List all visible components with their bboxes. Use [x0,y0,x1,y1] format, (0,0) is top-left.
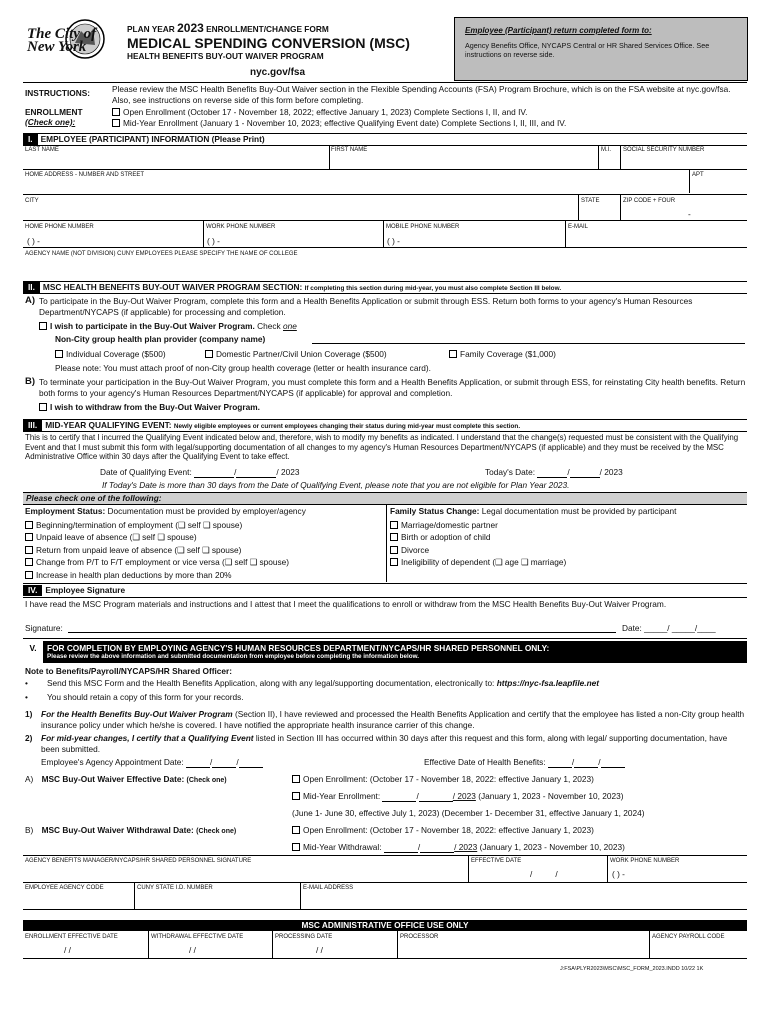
enrollment-effective-field[interactable]: / / [64,945,71,955]
checkbox[interactable] [390,558,398,566]
divider [620,194,621,220]
checkbox[interactable] [25,546,33,554]
year-label: / 2023 [276,467,300,477]
plan-year-line: PLAN YEAR 2023 ENROLLMENT/CHANGE FORM [127,21,329,35]
checkbox[interactable] [112,119,120,127]
divider [468,855,469,882]
certify-text: This is to certify that I incurred the Qualifying Event indicated below and, therefore, wish to modify my benefits as indicated. I understand that the change(s) requested must be consistent with the Qualifying Event and that I must submit this form with legal/supporting documentation of all changes to my agency's Human Resources Department/NYCAPS (if applicable) and they must be received by the MSC Administrative Office within 30 days after the Qualifying Event to take effect. [25,433,739,462]
mobile-phone-field[interactable]: ( ) - [387,236,400,246]
processing-date-field[interactable]: / / [316,945,323,955]
option-a-waiver-effective [25,774,227,787]
bullet-2: • You should retain a copy of this form for your records. [25,692,244,702]
fam-label: Ineligibility of dependent (❑ age ❑ marriage) [401,557,567,568]
divider [397,931,398,958]
divider [23,220,747,221]
item-2-text [41,733,746,754]
agency-name-label: AGENCY NAME (NOT DIVISION) CUNY EMPLOYEES PLEASE SPECIFY THE NAME OF COLLEGE [25,251,298,257]
date-qualifying-event[interactable]: Date of Qualifying Event: / / 2023 [100,467,300,477]
withdraw-label: I wish to withdraw from the Buy-Out Waiver Program. [50,402,260,412]
checkbox[interactable] [25,558,33,566]
upload-link[interactable]: https://nyc-fsa.leapfile.net [496,678,600,688]
fam-label: Marriage/domestic partner [401,520,498,530]
year-label: / 2023 [599,467,623,477]
return-box-text: Agency Benefits Office, NYCAPS Central or HR Shared Services Office. See instructions on reverse side. [465,41,710,59]
option-b-text: To terminate your participation in the Buy-Out Waiver Program, you must complete this form and a Health Benefits Application, or submit through ESS, for reinstating City health benefits. Return both forms to your agency's Human Resources Department/NYCAPS (if applicable) for approval and completion. [39,377,746,398]
home-phone-field[interactable]: ( ) - [27,236,40,246]
item-2-italic: For mid-year changes, I certify that a Qualifying Event [41,733,254,743]
option-midyear-label: Mid-Year Enrollment (January 1 - November 10, 2023; effective Qualifying Event date) Complete Sections I, II, III, and IV. [123,118,567,128]
signature-field[interactable] [68,632,616,633]
section-number: V. [23,641,43,663]
item-1-num: 1) [25,709,33,719]
one-word: one [283,321,297,331]
state-label: STATE [581,198,600,204]
item-2-num: 2) [25,733,33,743]
item-2-body: listed in Section III has occurred within 30 days after this request and this form, along with legal/ supporting documentation, have been submitted. [41,733,728,754]
today-label: Today's Date: [485,467,536,477]
checkbox[interactable] [292,792,300,800]
divider [649,931,650,958]
divider [383,220,384,247]
withdrawal-effective-field[interactable]: / / [189,945,196,955]
admin-header: MSC ADMINISTRATIVE OFFICE USE ONLY [23,920,747,931]
checkbox[interactable] [39,403,47,411]
option-a-text: To participate in the Buy-Out Waiver Program, complete this form and a Health Benefits Application or submit through ESS. Return both forms to your agency's Human Resources Department/NYCAPS (if applicable) for processing and completion. [39,296,693,317]
section-4-header [23,585,747,596]
return-box-title: Employee (Participant) return completed form to: [465,26,652,35]
family-coverage-option[interactable] [449,349,556,360]
section-1-header [23,133,747,145]
fam-label: Birth or adoption of child [401,532,491,543]
city-logo-text: The City of New York [27,26,97,55]
checkbox[interactable] [292,775,300,783]
section-title: FOR COMPLETION BY EMPLOYING AGENCY'S HUMAN RESOURCES DEPARTMENT/NYCAPS/HR SHARED PERSONNEL ONLY: [47,643,550,653]
proof-note: Please note: You must attach proof of non-City group health coverage (letter or health insurance card). [55,363,431,373]
fam-label: Divorce [401,544,430,555]
todays-date[interactable]: Today's Date: / / 2023 [485,467,623,477]
divider [23,638,747,639]
emp-status-note: Documentation must be provided by employer/agency [107,506,306,516]
effective-date-health-benefits[interactable]: Effective Date of Health Benefits: / / [424,757,625,768]
b-check: (Check one) [196,828,237,835]
divider [689,169,690,193]
b-midyear-label: Mid-Year Withdrawal: [303,842,382,852]
a-midyear-option[interactable]: Mid-Year Enrollment: / / 2023 (January 1, 2023 - November 10, 2023) [292,791,623,802]
bullet-2-text: You should retain a copy of this form for your records. [47,692,244,702]
first-name-label: FIRST NAME [331,147,368,153]
checkbox[interactable] [390,546,398,554]
last-name-label: LAST NAME [25,147,59,153]
divider [578,194,579,220]
item-1-body: (Section II), I have reviewed and processed the Health Benefits Application and certify that the employee has listed a non-City group health insurance policy under which he/she is covered. I have notified the appropriate health insurance carrier of this change. [41,709,745,730]
effective-date-label: EFFECTIVE DATE [471,858,522,864]
year-label: / 2023 [452,791,476,801]
divider [23,247,747,248]
family-status-heading [390,506,676,517]
option-a-label: A) [25,295,36,306]
a-check: (Check one) [186,777,227,784]
divider [23,583,747,584]
emp-label: Beginning/termination of employment (❑ self ❑ spouse) [36,520,243,530]
emp-label: Return from unpaid leave of absence (❑ self ❑ spouse) [36,544,242,555]
divider [134,882,135,909]
item-1-text [41,709,746,730]
website[interactable]: nyc.gov/fsa [250,67,306,78]
divider [23,504,747,505]
section-note: If completing this section during mid-year, you must also complete Section III below. [304,285,562,292]
check-one-label: (Check one): [25,117,76,127]
option-open-label: Open Enrollment (October 17 - November 18, 2022; effective January 1, 2023) Complete Sections I, II, and IV. [123,107,528,117]
return-form-box [454,17,748,81]
date-qe-label: Date of Qualifying Event: [100,467,192,477]
section-title: MSC HEALTH BENEFITS BUY-OUT WAIVER PROGRAM SECTION: [42,282,303,292]
section-note: Newly eligible employees or current employees changing their status during mid-year must complete this section. [173,423,521,430]
emp-option[interactable] [25,569,289,581]
divider [23,882,747,883]
checkbox[interactable] [39,322,47,330]
divider [23,431,747,432]
b-label: B) [25,825,34,835]
checkbox[interactable] [25,571,33,579]
file-code: J:FSA\PLYR2023\MSC\MSC_FORM_2023.INDD 10/22 1K [560,966,704,972]
checkbox[interactable] [205,350,213,358]
employee-agency-code-label: EMPLOYEE AGENCY CODE [25,885,104,891]
check-word: Check [257,321,281,331]
a-open-enrollment-option[interactable] [292,774,594,785]
zip-dash: - [688,209,691,219]
option-b-label: B) [25,376,36,387]
appointment-date[interactable]: Employee's Agency Appointment Date: / / [41,757,263,768]
instructions-label: INSTRUCTIONS: [25,88,90,98]
year-label: / 2023 [454,842,478,852]
emp-label: Change from P/T to F/T employment or vice versa (❑ self ❑ spouse) [36,557,289,568]
b-title: MSC Buy-Out Waiver Withdrawal Date: [41,825,194,835]
work-phone-field[interactable]: ( ) - [207,236,220,246]
fam-option[interactable] [390,544,566,556]
checkbox[interactable] [390,533,398,541]
divider [607,855,608,882]
fam-option[interactable] [390,556,566,568]
family-status-list [390,519,566,569]
ssn-label: SOCIAL SECURITY NUMBER [623,147,705,153]
checkbox[interactable] [449,350,457,358]
section-title: EMPLOYEE (PARTICIPANT) INFORMATION (Please Print) [40,134,265,144]
divider [23,82,747,83]
withdraw-option[interactable] [39,402,260,413]
a-open-label: Open Enrollment: (October 17 - November 18, 2022: effective January 1, 2023) [303,774,594,784]
section-subtitle: Please review the above information and submitted documentation from employee before completing the information below. [47,653,420,660]
divider [23,293,747,294]
instructions-text: Please review the MSC Health Benefits Buy-Out Waiver section in the Flexible Spending Accounts (FSA) Program Brochure, which is on the FSA website at nyc.gov/fsa. Also, see instructions on reverse side of this form before completing. [112,84,731,105]
family-label: Family Coverage ($1,000) [460,349,556,359]
checkbox[interactable] [55,350,63,358]
home-phone-label: HOME PHONE NUMBER [25,224,94,230]
bullet-1-text: Send this MSC Form and the Health Benefits Application, along with any legal/supporting documentation, electronically to: [47,678,495,688]
work-phone-label: WORK PHONE NUMBER [610,858,680,864]
city-label: CITY [25,198,39,204]
b-midyear-option[interactable]: Mid-Year Withdrawal: / / 2023 (January 1, 2023 - November 10, 2023) [292,842,625,853]
individual-label: Individual Coverage ($500) [66,349,166,359]
item-1-italic: For the Health Benefits Buy-Out Waiver Program [41,709,233,719]
check-one-bar: Please check one of the following: [23,493,747,504]
divider [386,504,387,582]
mobile-phone-label: MOBILE PHONE NUMBER [386,224,460,230]
divider [272,931,273,958]
enrollment-label: ENROLLMENT [25,107,83,117]
section-number: I. [23,134,38,145]
checkbox[interactable] [292,826,300,834]
divider [620,145,621,169]
a-label: A) [25,774,34,784]
first-name-field[interactable] [330,155,598,168]
effective-date-hb-label: Effective Date of Health Benefits: [424,757,546,767]
enrollment-effective-label: ENROLLMENT EFFECTIVE DATE [25,934,118,940]
home-address-label: HOME ADDRESS - NUMBER AND STREET [25,172,145,178]
a-midyear-label: Mid-Year Enrollment: [303,791,381,801]
divider [23,597,747,598]
fam-option[interactable] [390,519,566,531]
processor-label: PROCESSOR [400,934,439,940]
bullet-1: • Send this MSC Form and the Health Benefits Application, along with any legal/supporting documentation, electronically to: https://nyc-fsa.leapfile.net [25,678,600,688]
participate-label: I wish to participate in the Buy-Out Waiver Program. [50,321,255,331]
divider [598,145,599,169]
last-name-field[interactable] [24,155,328,168]
work-phone-label: WORK PHONE NUMBER [206,224,276,230]
divider [300,882,301,909]
section-5-header [23,641,747,663]
domestic-partner-option[interactable] [205,349,387,360]
processing-date-label: PROCESSING DATE [275,934,333,940]
a-midyear-range: (January 1, 2023 - November 10, 2023) [478,791,624,801]
fam-status-label: Family Status Change: [390,506,480,516]
emp-option[interactable] [25,519,289,531]
appointment-date-label: Employee's Agency Appointment Date: [41,757,184,767]
signature-date[interactable]: Date: _____/ _____/____ [622,623,716,633]
emp-status-label: Employment Status: [25,506,106,516]
section-number: II. [23,282,40,293]
apt-label: APT [692,172,704,178]
divider [23,855,747,856]
option-midyear-enrollment[interactable] [112,118,566,129]
divider [23,169,747,170]
checkbox[interactable] [292,843,300,851]
form-title: MEDICAL SPENDING CONVERSION (MSC) [127,35,410,51]
emp-option[interactable] [25,531,289,543]
agency-signature-label: AGENCY BENEFITS MANAGER/NYCAPS/HR SHARED PERSONNEL SIGNATURE [25,858,252,864]
non-city-provider-label: Non-City group health plan provider (company name) [55,334,266,344]
email-address-label: E-MAIL ADDRESS [303,885,354,891]
a-effective-note: (June 1- June 30, effective July 1, 2023) (December 1- December 31, effective January 1, 2024) [292,808,645,818]
section-2-header [23,281,747,293]
emp-label: Increase in health plan deductions by more than 20% [36,569,232,580]
fam-status-note: Legal documentation must be provided by participant [481,506,677,516]
checkbox[interactable] [25,533,33,541]
emp-label: Unpaid leave of absence (❑ self ❑ spouse) [36,532,197,543]
a-title: MSC Buy-Out Waiver Effective Date: [41,774,185,784]
employment-status-heading [25,506,306,517]
withdrawal-effective-label: WITHDRAWAL EFFECTIVE DATE [151,934,244,940]
divider [23,958,747,959]
option-b-waiver-withdrawal [25,825,236,838]
divider [148,931,149,958]
signature-label: Signature: [25,623,63,633]
email-label: E-MAIL [568,224,589,230]
participate-option[interactable] [39,321,297,332]
divider [23,145,747,146]
divider [203,220,204,247]
checkbox[interactable] [390,521,398,529]
zip-label: ZIP CODE + FOUR [623,198,676,204]
emp-option[interactable] [25,556,289,568]
section-title: MID-YEAR QUALIFYING EVENT: [45,420,172,430]
attestation-text: I have read the MSC Program materials and instructions and I attest that I meet the qualifications to enroll or withdraw from the MSC Health Benefits Buy-Out Waiver Program. [25,599,667,609]
effective-date-field[interactable]: / / [530,869,558,879]
b-midyear-range: (January 1, 2023 - November 10, 2023) [479,842,625,852]
fam-option[interactable] [390,531,566,543]
note-title: Note to Benefits/Payroll/NYCAPS/HR Shared Officer: [25,666,233,676]
divider [23,909,747,910]
b-open-label: Open Enrollment: (October 17 - November 18, 2022: effective January 1, 2023) [303,825,594,835]
form-subtitle: HEALTH BENEFITS BUY-OUT WAIVER PROGRAM [127,51,324,61]
divider [565,220,566,247]
section-3-header [23,419,747,431]
provider-name-field[interactable] [312,343,745,344]
employment-status-list [25,519,289,581]
agency-payroll-code-label: AGENCY PAYROLL CODE [652,934,725,940]
section-number: IV. [23,585,42,596]
checkbox[interactable] [112,108,120,116]
emp-option[interactable] [25,544,289,556]
divider [23,194,747,195]
checkbox[interactable] [25,521,33,529]
section-number: III. [23,420,42,431]
option-open-enrollment[interactable] [112,107,527,118]
b-open-enrollment-option[interactable] [292,825,594,836]
work-phone-field[interactable]: ( ) - [612,869,625,879]
mi-label: M.I. [601,147,611,153]
eligibility-warning: If Today's Date is more than 30 days from the Date of Qualifying Event, please note that you are not eligible for Plan Year 2023. [102,480,570,490]
section-title: Employee Signature [45,585,126,595]
domestic-label: Domestic Partner/Civil Union Coverage ($500) [216,349,387,359]
individual-coverage-option[interactable] [55,349,166,360]
cuny-id-label: CUNY STATE I.D. NUMBER [137,885,213,891]
